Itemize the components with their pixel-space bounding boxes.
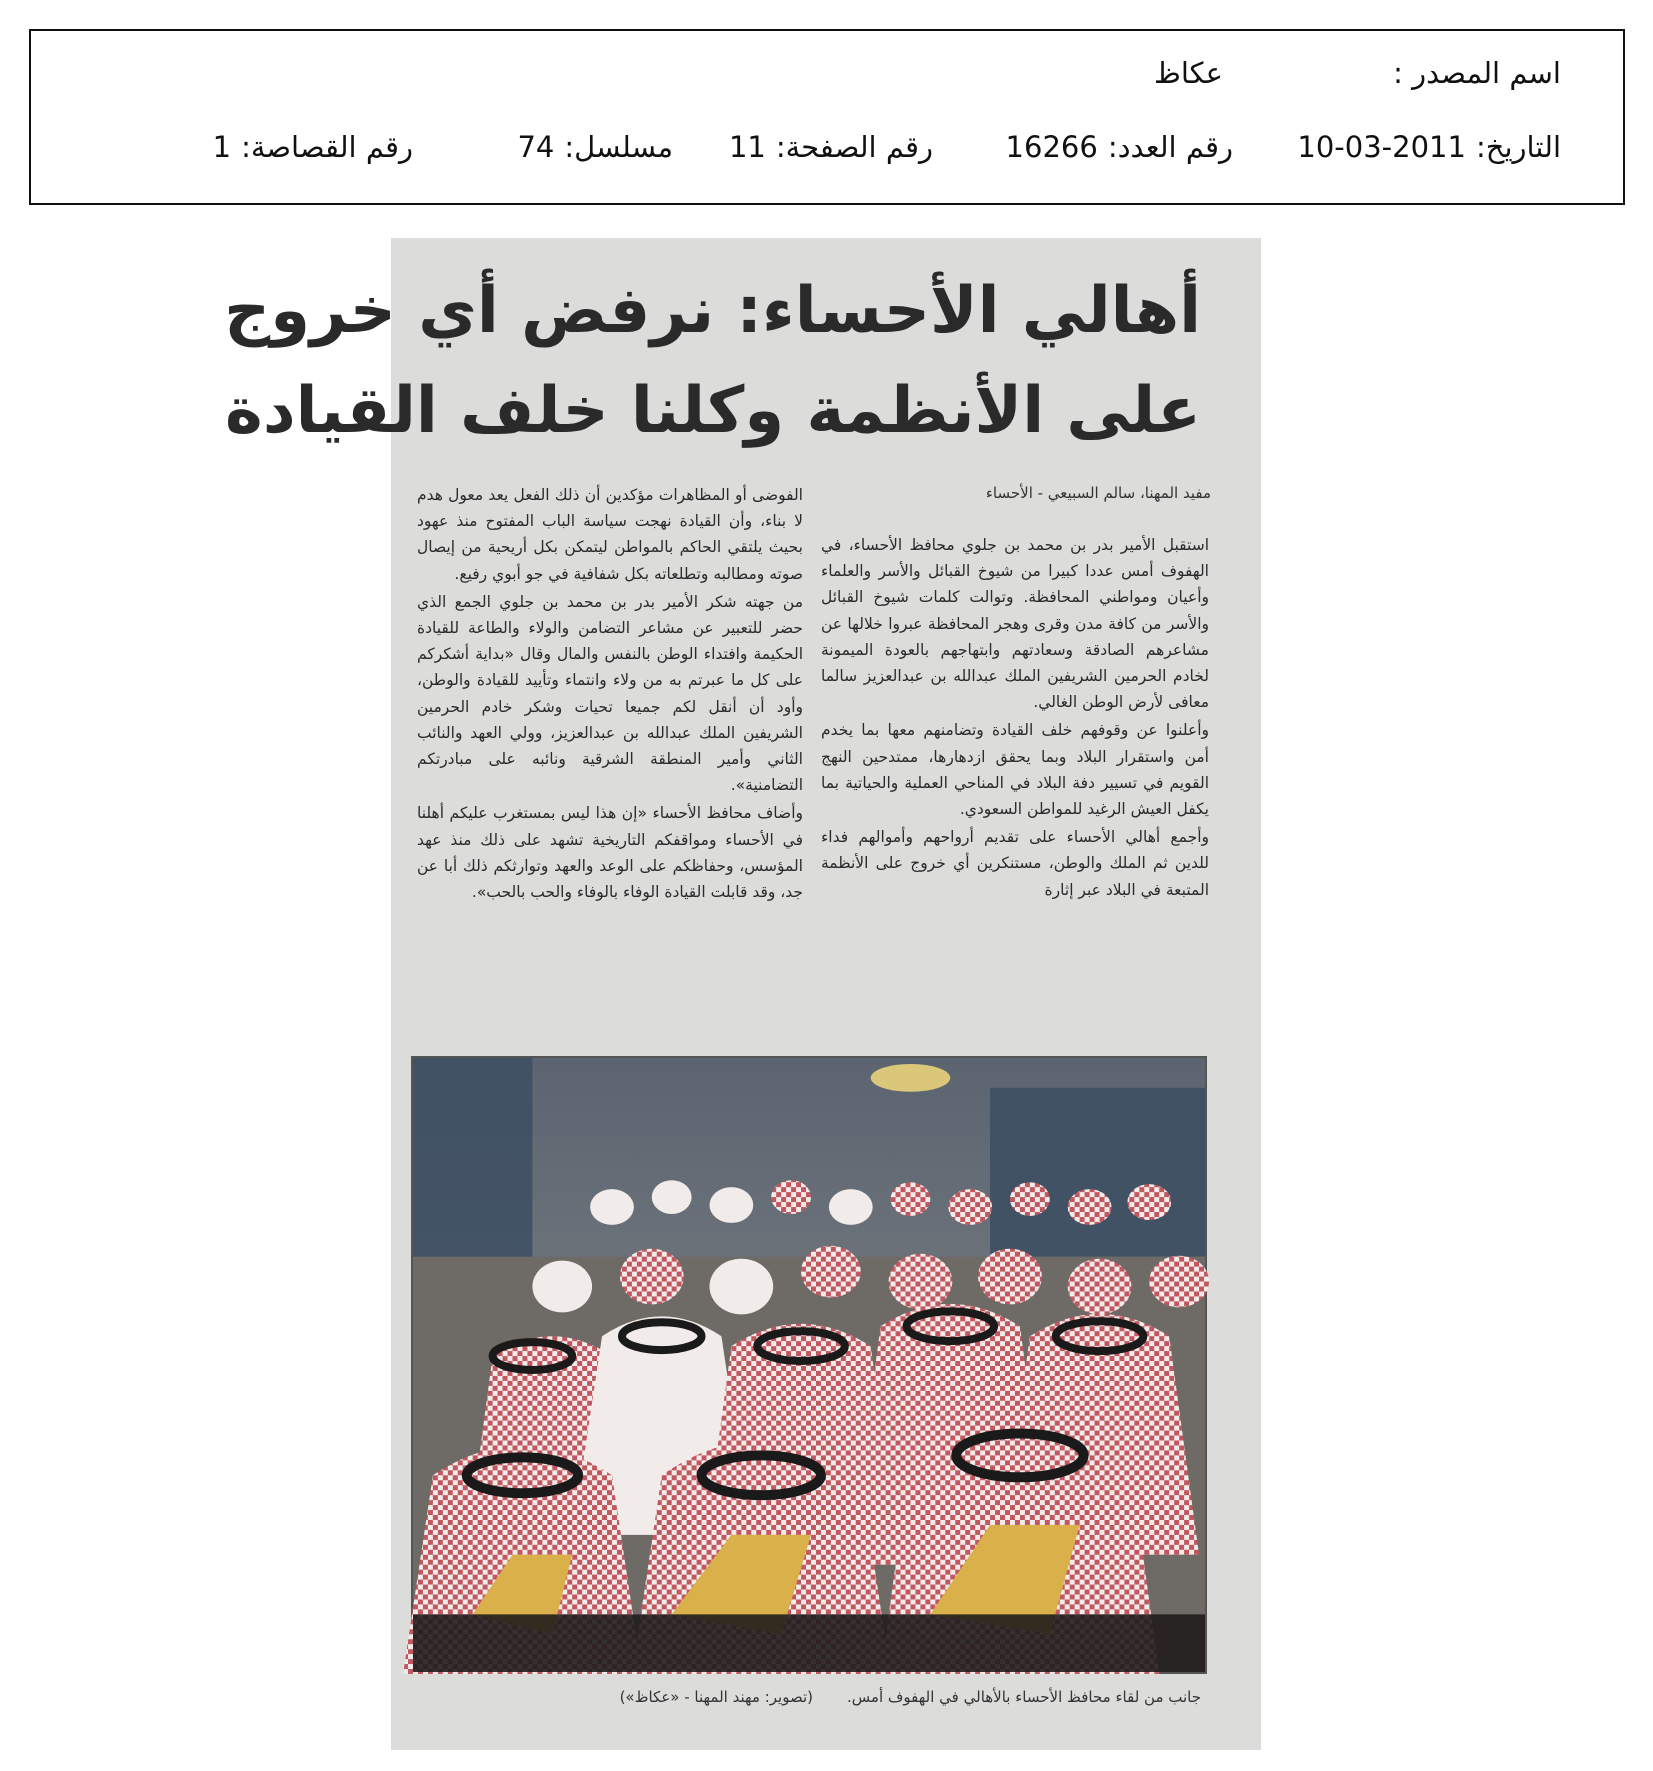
paragraph: من جهته شكر الأمير بدر بن محمد بن جلوي الجمع الذي حضر للتعبير عن مشاعر التضامن والولاء والطاعة للقيادة الحكيمة وافتداء الوطن بالنفس والمال وقال «بداية أشكركم على كل ما عبرتم به من ولاء وانتماء وتأييد للقيادة والوطن، وأود أن أنقل لكم جميعا تحيات وشكر خادم الحرمين الشريفين الملك عبدالله بن عبدالعزيز، وولي العهد والنائب الثاني وأمير المنطقة الشرقية ونائبه على مبادرتكم التضامنية». xyxy=(417,592,803,795)
photo-credit: (تصوير: مهند المهنا - «عكاظ») xyxy=(619,1688,814,1706)
date-field xyxy=(1297,127,1561,167)
issue-label: رقم العدد: xyxy=(1107,130,1233,164)
headline-line-1: أهالي الأحساء: نرفض أي خروج xyxy=(224,274,1201,348)
article-photo xyxy=(411,1056,1207,1674)
paragraph: وأجمع أهالي الأحساء على تقديم أرواحهم وأموالهم فداء للدين ثم الملك والوطن، مستنكرين أي خروج على الأنظمة المتبعة في البلاد عبر إثارة xyxy=(821,828,1209,899)
page-field xyxy=(729,127,933,167)
date-value: 2011-03-10 xyxy=(1297,130,1466,164)
issue-field xyxy=(1006,127,1233,167)
paragraph: وأضاف محافظ الأحساء «إن هذا ليس بمستغرب عليكم أهلنا في الأحساء ومواقفكم التاريخية تشهد على ذلك منذ عهد المؤسس، وحفاظكم على الوعد والعهد وتوارثكم ذلك أبا عن جد، وقد قابلت القيادة الوفاء بالوفاء والحب بالحب». xyxy=(417,804,803,902)
chandelier xyxy=(871,1064,951,1092)
clip-label: رقم القصاصة: xyxy=(241,130,413,164)
photo-caption xyxy=(427,1688,1201,1706)
date-label: التاريخ: xyxy=(1475,130,1561,164)
byline: مفيد المهنا، سالم السبيعي - الأحساء xyxy=(985,484,1211,502)
metadata-header xyxy=(29,29,1625,205)
curtain-right xyxy=(990,1088,1205,1257)
photo-gathering-illustration xyxy=(413,1058,1205,1672)
serial-field xyxy=(517,127,673,167)
paragraph: الفوضى أو المظاهرات مؤكدين أن ذلك الفعل يعد معول هدم لا بناء، وأن القيادة نهجت سياسة الباب المفتوح منذ عهود بحيث يلتقي الحاكم بالمواطن ليتمكن بكل أريحية من إيصال صوته ومطالبه وتطلعاته بكل شفافية في جو أبوي رفيع. xyxy=(417,486,803,583)
page-label: رقم الصفحة: xyxy=(775,130,933,164)
clip-field xyxy=(213,127,413,167)
article-column-left xyxy=(417,482,803,907)
article-column-right xyxy=(821,532,1209,905)
clip-value: 1 xyxy=(212,130,232,164)
issue-value: 16266 xyxy=(1005,130,1098,164)
page-value: 11 xyxy=(728,130,766,164)
serial-label: مسلسل: xyxy=(564,130,673,164)
source-label: اسم المصدر : xyxy=(1393,56,1561,90)
headline-line-2: على الأنظمة وكلنا خلف القيادة xyxy=(225,374,1201,448)
serial-value: 74 xyxy=(517,130,555,164)
caption-text: جانب من لقاء محافظ الأحساء بالأهالي في الهفوف أمس. xyxy=(847,1688,1201,1706)
metadata-row-source xyxy=(31,53,1623,93)
paragraph: استقبل الأمير بدر بن محمد بن جلوي محافظ الأحساء، في الهفوف أمس عددا كبيرا من شيوخ القبائل والأسر والعلماء وأعيان ومواطني المحافظة. وتوالت كلمات شيوخ القبائل والأسر من كافة مدن وقرى وهجر المحافظة عبروا خلالها عن مشاعرهم الصادقة وسعادتهم وابتهاجهم بالعودة الميمونة لخادم الحرمين الشريفين الملك عبدالله بن عبدالعزيز سالما معافى لأرض الوطن الغالي. xyxy=(821,536,1209,712)
source-value: عكاظ xyxy=(1154,56,1223,90)
metadata-row-details xyxy=(31,127,1623,167)
newspaper-clipping xyxy=(224,238,1261,1750)
paragraph: وأعلنوا عن وقوفهم خلف القيادة وتضامنهم معها بما يخدم أمن واستقرار البلاد وبما يحقق ازدهارها، ممتدحين النهج القويم في تسيير دفة البلاد في المناحي العملية والحياتية بما يكفل العيش الرغيد للمواطن السعودي. xyxy=(821,721,1209,819)
